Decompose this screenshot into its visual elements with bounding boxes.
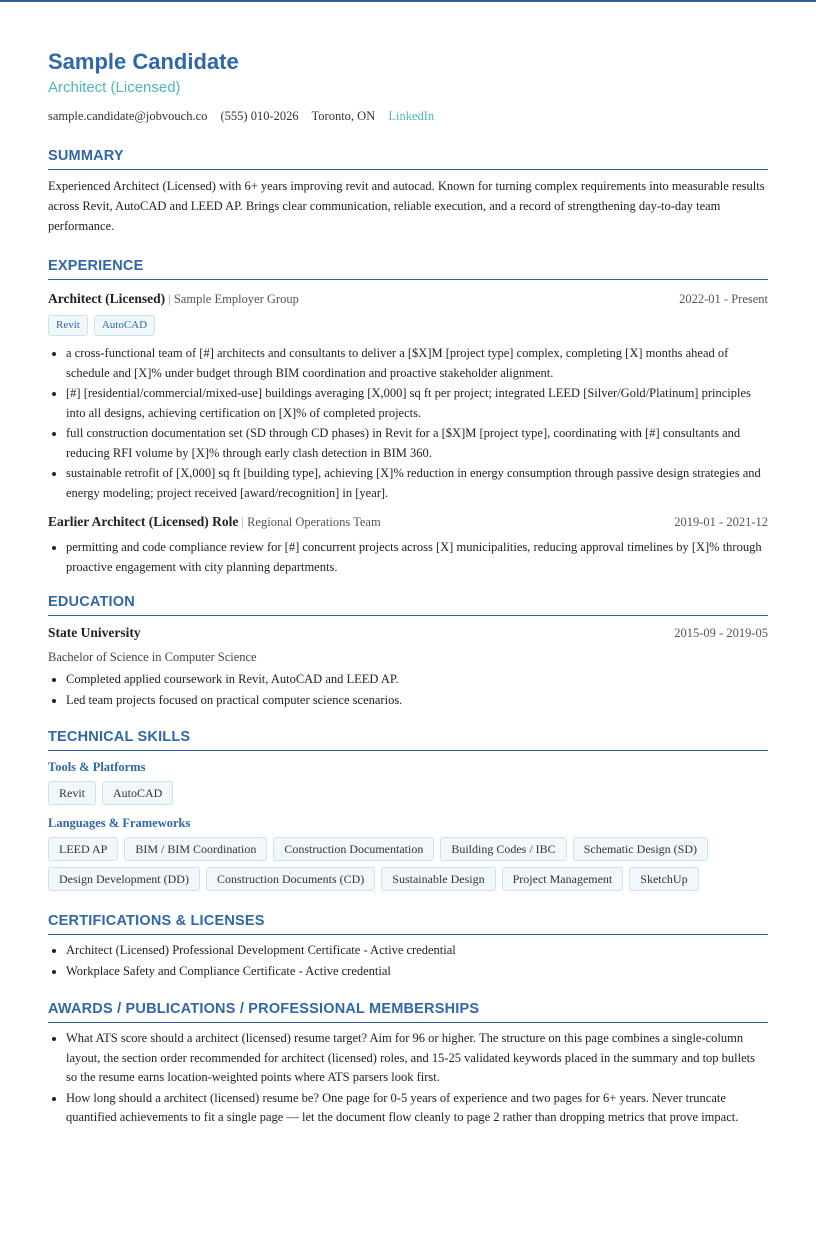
- skills-group-label: Languages & Frameworks: [48, 816, 191, 830]
- skill-chip: Project Management: [502, 867, 624, 891]
- certifications-list: [48, 941, 768, 981]
- candidate-name: Sample Candidate: [48, 49, 239, 74]
- summary-section: [48, 147, 768, 236]
- job-header: [48, 291, 768, 307]
- skill-chip: Construction Documents (CD): [206, 867, 375, 891]
- skill-chip: AutoCAD: [102, 781, 173, 805]
- awards-list: [48, 1029, 768, 1128]
- resume-page: [48, 48, 768, 1129]
- job-org: Regional Operations Team: [247, 515, 381, 529]
- awards-heading: AWARDS / PUBLICATIONS / PROFESSIONAL MEMBERSHIPS: [48, 1000, 768, 1023]
- skill-chip: Revit: [48, 781, 96, 805]
- skill-chip: Building Codes / IBC: [440, 837, 566, 861]
- list-item: • full construction documentation set (SD through CD phases) in Revit for a [$X]M [project type], coordinating with [#] consultants and reducing RFI volume by [X]% through early clash detection in BIM 360.: [66, 424, 768, 463]
- education-dates: 2015-09 - 2019-05: [674, 626, 768, 640]
- separator: |: [241, 515, 248, 529]
- skills-heading: TECHNICAL SKILLS: [48, 728, 768, 751]
- job-bullets: [48, 344, 768, 503]
- contact-line: [48, 108, 768, 124]
- list-item: • Architect (Licensed) Professional Development Certificate - Active credential: [66, 941, 768, 961]
- contact-phone: (555) 010-2026: [220, 109, 299, 123]
- skill-chip: Design Development (DD): [48, 867, 200, 891]
- skills-section: [48, 728, 768, 891]
- job-tag: Revit: [48, 315, 88, 336]
- job-tags: [48, 315, 768, 336]
- list-item: • [#] [residential/commercial/mixed-use] buildings averaging [X,000] sq ft per project; integrated LEED [Silver/Gold/Platinum] principles into all designs, achieving certification on [X]% of completed projects.: [66, 384, 768, 423]
- list-item: • Led team projects focused on practical computer science scenarios.: [66, 691, 768, 711]
- skills-chips: [48, 781, 768, 805]
- top-accent-bar: [0, 0, 816, 2]
- job-role: Earlier Architect (Licensed) Role: [48, 514, 239, 529]
- skills-chips: [48, 837, 768, 891]
- skill-chip: Schematic Design (SD): [573, 837, 708, 861]
- skill-chip: Construction Documentation: [273, 837, 434, 861]
- job-header: [48, 514, 768, 530]
- list-item: • Completed applied coursework in Revit, AutoCAD and LEED AP.: [66, 670, 768, 690]
- summary-text: Experienced Architect (Licensed) with 6+ years improving revit and autocad. Known for turning complex requirements into measurable results across Revit, AutoCAD and LEED AP. Brings clear communication, reliable execution, and a record of strengthening day-to-day team performance.: [48, 179, 765, 233]
- education-header: [48, 625, 768, 641]
- education-section: [48, 593, 768, 710]
- job-entry: [48, 514, 768, 577]
- job-entry: [48, 291, 768, 503]
- education-heading: EDUCATION: [48, 593, 768, 616]
- job-dates: 2019-01 - 2021-12: [674, 515, 768, 529]
- experience-section: [48, 257, 768, 577]
- list-item: • a cross-functional team of [#] architects and consultants to deliver a [$X]M [project type] complex, completing [X] months ahead of schedule and [X]% under budget through BIM coordination and proactive stakeholder alignment.: [66, 344, 768, 383]
- contact-location: Toronto, ON: [311, 109, 376, 123]
- skill-chip: BIM / BIM Coordination: [124, 837, 267, 861]
- certifications-heading: CERTIFICATIONS & LICENSES: [48, 912, 768, 935]
- summary-heading: SUMMARY: [48, 147, 768, 170]
- job-role: Architect (Licensed): [48, 291, 166, 306]
- list-item: • sustainable retrofit of [X,000] sq ft [building type], achieving [X]% reduction in energy consumption through passive design strategies and energy modeling; project received [award/recognition] in [year].: [66, 464, 768, 503]
- contact-email[interactable]: sample.candidate@jobvouch.co: [48, 109, 208, 123]
- job-org: Sample Employer Group: [173, 292, 299, 306]
- school-name: State University: [48, 625, 141, 640]
- separator: |: [168, 292, 174, 306]
- education-bullets: [48, 670, 768, 710]
- job-tag: AutoCAD: [94, 315, 155, 336]
- resume-header: [48, 48, 768, 124]
- list-item: • What ATS score should a architect (licensed) resume target? Aim for 96 or higher. The structure on this page combines a single-column layout, the section order recommended for architect (licensed) roles, and 15-25 validated keywords placed in the summary and top bullets so the resume earns location-weighted points where ATS parsers look first.: [66, 1029, 768, 1088]
- list-item: • How long should a architect (licensed) resume be? One page for 0-5 years of experience and two pages for 6+ years. Never truncate quantified achievements to fit a single page — let the document flow cleanly to page 2 rather than dropping metrics that prove impact.: [66, 1089, 768, 1128]
- job-bullets: [48, 538, 768, 577]
- skill-chip: LEED AP: [48, 837, 118, 861]
- awards-section: [48, 1000, 768, 1128]
- job-dates: 2022-01 - Present: [679, 292, 768, 306]
- candidate-title: Architect (Licensed): [48, 79, 181, 96]
- certifications-section: [48, 912, 768, 981]
- list-item: • Workplace Safety and Compliance Certificate - Active credential: [66, 962, 768, 982]
- degree: Bachelor of Science in Computer Science: [48, 650, 257, 664]
- experience-heading: EXPERIENCE: [48, 257, 768, 280]
- list-item: • permitting and code compliance review for [#] concurrent projects across [X] municipalities, reducing approval timelines by [X]% through proactive engagement with city planning departments.: [66, 538, 768, 577]
- skill-chip: Sustainable Design: [381, 867, 495, 891]
- skills-group-label: Tools & Platforms: [48, 760, 146, 774]
- skill-chip: SketchUp: [629, 867, 698, 891]
- linkedin-link[interactable]: LinkedIn: [388, 109, 435, 123]
